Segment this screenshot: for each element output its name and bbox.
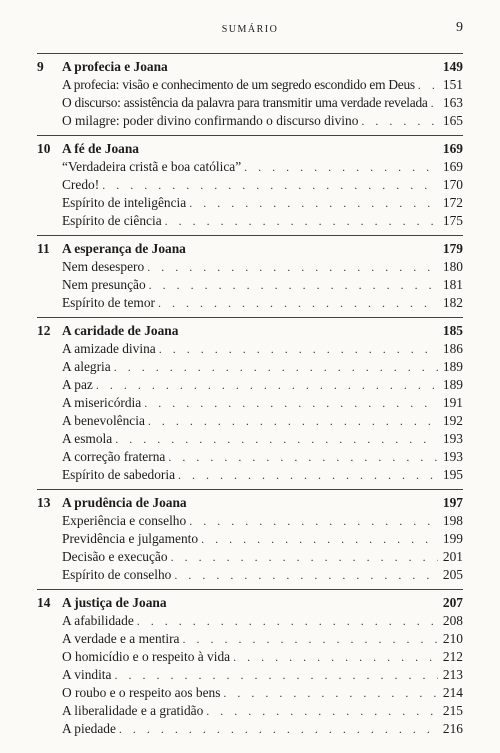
entry-title: A afabilidade xyxy=(62,613,134,628)
toc-chapter xyxy=(37,317,463,484)
entry-title: Nem presunção xyxy=(62,277,146,292)
entry-page: 180 xyxy=(442,259,463,274)
leader-dots xyxy=(223,684,438,702)
toc-entry[interactable] xyxy=(37,112,463,130)
chapter-title: A caridade de Joana xyxy=(62,323,179,338)
toc-entry[interactable] xyxy=(37,194,463,212)
entry-page: 170 xyxy=(442,177,463,192)
leader-dots xyxy=(244,158,438,176)
entry-title: Experiência e conselho xyxy=(62,513,187,528)
entry-title: A correção fraterna xyxy=(62,449,166,464)
entry-page: 214 xyxy=(442,685,463,700)
entry-page: 213 xyxy=(442,667,463,682)
page-header xyxy=(0,18,500,38)
toc-entry[interactable] xyxy=(37,448,463,466)
entry-title: O roubo e o respeito aos bens xyxy=(62,685,221,700)
toc-entry[interactable] xyxy=(37,176,463,194)
chapter-heading[interactable] xyxy=(37,594,463,612)
toc-entry[interactable] xyxy=(37,258,463,276)
chapter-page: 207 xyxy=(442,595,463,610)
chapter-number: 12 xyxy=(37,323,51,338)
toc-entry[interactable] xyxy=(37,466,463,484)
entry-page: 215 xyxy=(442,703,463,718)
page-number: 9 xyxy=(456,20,463,35)
entry-page: 165 xyxy=(442,113,463,128)
table-of-contents xyxy=(37,53,463,743)
leader-dots xyxy=(159,340,438,358)
toc-entry[interactable] xyxy=(37,394,463,412)
chapter-page: 169 xyxy=(442,141,463,156)
entry-page: 205 xyxy=(442,567,463,582)
chapter-page: 185 xyxy=(442,323,463,338)
toc-entry[interactable] xyxy=(37,294,463,312)
toc-entry[interactable] xyxy=(37,630,463,648)
chapter-heading[interactable] xyxy=(37,494,463,512)
entry-page: 208 xyxy=(442,613,463,628)
toc-entry[interactable] xyxy=(37,340,463,358)
entry-page: 169 xyxy=(442,159,463,174)
leader-dots xyxy=(206,702,438,720)
toc-entry[interactable] xyxy=(37,566,463,584)
leader-dots xyxy=(418,76,438,94)
leader-dots xyxy=(114,358,438,376)
chapter-title: A prudência de Joana xyxy=(62,495,187,510)
chapter-title: A esperança de Joana xyxy=(62,241,186,256)
toc-entry[interactable] xyxy=(37,276,463,294)
leader-dots xyxy=(96,376,438,394)
entry-title: O discurso: assistência da palavra para transmitir uma verdade revelada xyxy=(62,95,428,110)
toc-chapter xyxy=(37,489,463,584)
leader-dots xyxy=(119,720,438,738)
toc-entry[interactable] xyxy=(37,94,463,112)
leader-dots xyxy=(233,648,438,666)
toc-entry[interactable] xyxy=(37,720,463,738)
entry-title: Nem desespero xyxy=(62,259,145,274)
entry-page: 216 xyxy=(442,721,463,736)
toc-entry[interactable] xyxy=(37,530,463,548)
entry-page: 151 xyxy=(442,77,463,92)
entry-title: Previdência e julgamento xyxy=(62,531,199,546)
leader-dots xyxy=(148,412,438,430)
entry-title: A profecia: visão e conhecimento de um segredo escondido em Deus xyxy=(62,77,415,92)
entry-page: 163 xyxy=(442,95,463,110)
toc-entry[interactable] xyxy=(37,512,463,530)
chapter-title: A profecia e Joana xyxy=(62,59,168,74)
toc-entry[interactable] xyxy=(37,684,463,702)
entry-page: 193 xyxy=(442,449,463,464)
toc-chapter xyxy=(37,135,463,230)
leader-dots xyxy=(165,212,438,230)
entry-title: “Verdadeira cristã e boa católica” xyxy=(62,159,242,174)
entry-title: A vindita xyxy=(62,667,112,682)
entry-title: Credo! xyxy=(62,177,100,192)
leader-dots xyxy=(178,466,438,484)
leader-dots xyxy=(189,512,438,530)
toc-chapter xyxy=(37,589,463,738)
leader-dots xyxy=(147,258,438,276)
entry-page: 193 xyxy=(442,431,463,446)
leader-dots xyxy=(137,612,438,630)
toc-entry[interactable] xyxy=(37,376,463,394)
chapter-number: 10 xyxy=(37,141,51,156)
entry-title: A amizade divina xyxy=(62,341,156,356)
entry-title: Espírito de temor xyxy=(62,295,155,310)
leader-dots xyxy=(149,276,438,294)
chapter-heading[interactable] xyxy=(37,140,463,158)
toc-entry[interactable] xyxy=(37,430,463,448)
toc-entry[interactable] xyxy=(37,76,463,94)
chapter-page: 197 xyxy=(442,495,463,510)
leader-dots xyxy=(361,112,438,130)
entry-title: Espírito de inteligência xyxy=(62,195,187,210)
chapter-page: 149 xyxy=(442,59,463,74)
entry-page: 195 xyxy=(442,467,463,482)
toc-entry[interactable] xyxy=(37,612,463,630)
entry-page: 182 xyxy=(442,295,463,310)
entry-page: 198 xyxy=(442,513,463,528)
leader-dots xyxy=(168,448,438,466)
chapter-number: 11 xyxy=(37,241,50,256)
chapter-number: 13 xyxy=(37,495,51,510)
chapter-number: 14 xyxy=(37,595,51,610)
leader-dots xyxy=(431,94,438,112)
entry-page: 191 xyxy=(442,395,463,410)
toc-entry[interactable] xyxy=(37,212,463,230)
toc-entry[interactable] xyxy=(37,548,463,566)
toc-entry[interactable] xyxy=(37,158,463,176)
chapter-title: A fé de Joana xyxy=(62,141,139,156)
leader-dots xyxy=(182,630,438,648)
entry-title: A alegria xyxy=(62,359,111,374)
entry-title: A misericórdia xyxy=(62,395,142,410)
entry-page: 172 xyxy=(442,195,463,210)
entry-title: A verdade e a mentira xyxy=(62,631,180,646)
entry-page: 189 xyxy=(442,377,463,392)
entry-title: O homicídio e o respeito à vida xyxy=(62,649,231,664)
entry-page: 210 xyxy=(442,631,463,646)
leader-dots xyxy=(189,194,438,212)
chapter-page: 179 xyxy=(442,241,463,256)
entry-page: 186 xyxy=(442,341,463,356)
entry-title: A benevolência xyxy=(62,413,145,428)
entry-title: O milagre: poder divino confirmando o discurso divino xyxy=(62,113,359,128)
chapter-heading[interactable] xyxy=(37,240,463,258)
entry-title: Espírito de ciência xyxy=(62,213,162,228)
chapter-heading[interactable] xyxy=(37,58,463,76)
entry-page: 192 xyxy=(442,413,463,428)
chapter-number: 9 xyxy=(37,59,44,74)
entry-title: Espírito de sabedoria xyxy=(62,467,176,482)
entry-title: A esmola xyxy=(62,431,113,446)
toc-chapter xyxy=(37,53,463,130)
toc-entry[interactable] xyxy=(37,648,463,666)
entry-title: Espírito de conselho xyxy=(62,567,172,582)
toc-entry[interactable] xyxy=(37,666,463,684)
leader-dots xyxy=(144,394,438,412)
leader-dots xyxy=(171,548,438,566)
entry-title: Decisão e execução xyxy=(62,549,168,564)
entry-page: 175 xyxy=(442,213,463,228)
leader-dots xyxy=(115,430,438,448)
entry-page: 181 xyxy=(442,277,463,292)
entry-page: 201 xyxy=(442,549,463,564)
toc-entry[interactable] xyxy=(37,702,463,720)
leader-dots xyxy=(174,566,438,584)
leader-dots xyxy=(102,176,438,194)
entry-page: 199 xyxy=(442,531,463,546)
entry-title: A liberalidade e a gratidão xyxy=(62,703,204,718)
chapter-heading[interactable] xyxy=(37,322,463,340)
entry-title: A paz xyxy=(62,377,93,392)
entry-page: 212 xyxy=(442,649,463,664)
running-title: SUMÁRIO xyxy=(221,24,279,35)
entry-page: 189 xyxy=(442,359,463,374)
toc-entry[interactable] xyxy=(37,358,463,376)
toc-chapter xyxy=(37,235,463,312)
toc-entry[interactable] xyxy=(37,412,463,430)
leader-dots xyxy=(114,666,438,684)
entry-title: A piedade xyxy=(62,721,116,736)
leader-dots xyxy=(201,530,438,548)
chapter-title: A justiça de Joana xyxy=(62,595,167,610)
leader-dots xyxy=(158,294,438,312)
